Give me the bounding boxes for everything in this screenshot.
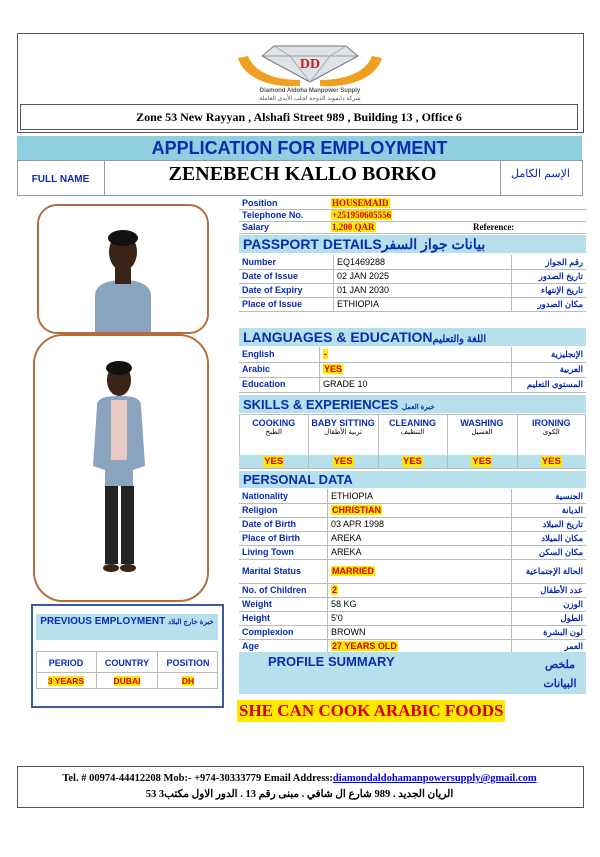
personal-label: Marital Status: [242, 566, 302, 576]
passport-label: Place of Issue: [242, 299, 303, 309]
footer-contact: [17, 773, 582, 784]
previous-employment-heading-arabic: خبرة خارج البلاد: [168, 619, 214, 626]
salary-label: Salary: [242, 222, 270, 232]
languages-value-text: -: [324, 349, 327, 359]
personal-label-arabic: الطول: [560, 613, 583, 623]
personal-heading: PERSONAL DATA: [243, 472, 353, 487]
personal-label: Complexion: [242, 627, 294, 637]
passport-row: [239, 255, 586, 270]
personal-row: [239, 503, 586, 518]
personal-row: [239, 517, 586, 532]
personal-row: [239, 545, 586, 560]
footer-tel: Tel. # 00974-44412208 Mob:- +974-30333779 Email Address:: [62, 773, 333, 784]
languages-row: [239, 377, 586, 393]
skill-cleaning: [378, 418, 447, 436]
full-body-photo: [33, 334, 209, 602]
passport-heading: PASSPORT DETAILS: [243, 236, 382, 252]
position-value: HOUSEMAID: [332, 198, 389, 208]
skill-value-text: YES: [333, 456, 353, 467]
personal-label: Weight: [242, 599, 272, 609]
personal-value-text: 03 APR 1998: [331, 519, 385, 529]
languages-divider: [319, 347, 320, 392]
personal-row: [239, 489, 586, 504]
profile-summary-heading-arabic: ملخص البيانات: [543, 659, 577, 690]
profile-summary-header: [239, 652, 586, 694]
skill-name: WASHING: [460, 418, 504, 428]
skill-value: [239, 456, 308, 467]
footer-email-link[interactable]: diamondaldohamanpowersupply@gmail.com: [332, 773, 537, 784]
personal-label: Height: [242, 613, 270, 623]
portrait-photo: [37, 204, 209, 334]
languages-label: Education: [242, 379, 286, 389]
personal-label-arabic: تاريخ الميلاد: [542, 519, 583, 529]
skills-heading: SKILLS & EXPERIENCES: [243, 397, 399, 412]
profile-summary-heading: PROFILE SUMMARY: [268, 654, 395, 669]
reference-label: Reference:: [473, 222, 515, 232]
personal-value-text: ETHIOPIA: [331, 491, 374, 501]
personal-value: [331, 639, 398, 653]
passport-value: [337, 297, 379, 311]
prev-position: DH: [181, 676, 195, 686]
skill-value-text: YES: [264, 456, 284, 467]
prev-period: 3 YEARS: [47, 676, 85, 686]
passport-label: Date of Issue: [242, 271, 299, 281]
skill-cooking: [239, 418, 308, 436]
personal-value: [331, 583, 338, 597]
personal-label-arabic: الديانة: [561, 505, 583, 515]
passport-row: [239, 269, 586, 284]
languages-row: [239, 347, 586, 363]
passport-divider: [511, 255, 512, 311]
languages-label: Arabic: [242, 364, 271, 374]
languages-value-text: YES: [324, 364, 343, 374]
languages-section-header: [239, 328, 586, 346]
languages-row: [239, 362, 586, 378]
company-name-arabic: شركة دايموند الدوحة لجلب الأيدي العاملة: [259, 96, 361, 102]
skill-value: [308, 456, 377, 467]
skill-name-arabic: تربية الأطفال: [324, 429, 362, 436]
personal-label: Age: [242, 641, 260, 651]
personal-divider: [511, 489, 512, 653]
telephone-label: Telephone No.: [242, 210, 304, 220]
passport-section-header: [239, 235, 586, 253]
languages-label-arabic: العربية: [559, 364, 583, 374]
personal-label: Religion: [242, 505, 278, 515]
skill-value-text: YES: [541, 456, 561, 467]
personal-row: [239, 625, 586, 640]
personal-label-arabic: الحالة الإجتماعية: [525, 566, 583, 576]
skill-baby-sitting: [308, 418, 377, 436]
personal-value-text: CHRISTIAN: [332, 505, 381, 515]
passport-label-arabic: رقم الجواز: [545, 257, 583, 267]
skill-name-arabic: التنظيف: [400, 429, 425, 436]
profile-summary-text: SHE CAN COOK ARABIC FOODS: [239, 701, 504, 720]
passport-row: [239, 297, 586, 312]
previous-employment-header: [36, 614, 218, 640]
skill-value: [517, 456, 586, 467]
personal-value: [331, 517, 384, 531]
skill-value-text: YES: [472, 456, 492, 467]
personal-label-arabic: العمر: [564, 641, 583, 651]
skill-value: [447, 456, 516, 467]
personal-value-text: 5'0: [331, 613, 343, 623]
prev-column-header: POSITION: [166, 658, 210, 668]
languages-divider: [511, 347, 512, 392]
personal-label: Nationality: [242, 491, 289, 501]
personal-label: Place of Birth: [242, 533, 301, 543]
full-name-value: ZENEBECH KALLO BORKO: [104, 160, 501, 196]
passport-value: [337, 269, 389, 283]
salary-row: [239, 222, 586, 234]
skill-divider: [517, 414, 518, 469]
skill-name-arabic: الغسيل: [471, 429, 493, 436]
passport-label: Date of Expiry: [242, 285, 303, 295]
personal-value: [331, 503, 382, 517]
skill-divider: [308, 414, 309, 469]
personal-value-text: AREKA: [331, 547, 362, 557]
prev-column-header: COUNTRY: [104, 658, 150, 668]
skills-heading-arabic: خبرة العمل: [401, 404, 435, 411]
previous-employment-heading: PREVIOUS EMPLOYMENT: [40, 616, 166, 627]
previous-employment-row: [36, 676, 218, 687]
personal-label-arabic: الجنسية: [555, 491, 583, 501]
personal-value-text: AREKA: [331, 533, 362, 543]
languages-value: [323, 347, 328, 362]
personal-label: Living Town: [242, 547, 294, 557]
skill-name-arabic: الكوى: [542, 429, 560, 436]
skill-washing: [447, 418, 516, 436]
skill-ironing: [517, 418, 586, 436]
personal-label: Date of Birth: [242, 519, 296, 529]
languages-label-arabic: المستوى التعليم: [526, 379, 583, 389]
personal-value: [331, 545, 362, 559]
personal-label-arabic: الوزن: [563, 599, 583, 609]
full-name-label-arabic: الإسم الكامل: [499, 160, 583, 196]
passport-label-arabic: تاريخ الصدور: [538, 271, 583, 281]
passport-value-text: ETHIOPIA: [337, 299, 380, 309]
languages-value: [323, 377, 368, 392]
personal-value: [331, 597, 357, 611]
personal-section-header: [239, 471, 586, 488]
salary-value: 1,200 QAR: [332, 222, 375, 232]
passport-label-arabic: تاريخ الإنتهاء: [541, 285, 583, 295]
personal-label-arabic: مكان الميلاد: [541, 533, 583, 543]
languages-value: [323, 362, 343, 377]
passport-heading-arabic: بيانات جواز السفر: [381, 236, 486, 252]
svg-text:DD: DD: [299, 57, 321, 72]
personal-value-text: 27 YEARS OLD: [332, 641, 397, 651]
skill-name: CLEANING: [388, 418, 436, 428]
telephone-row: [239, 210, 586, 222]
skill-divider: [378, 414, 379, 469]
skill-name: BABY SITTING: [311, 418, 375, 428]
languages-heading-arabic: اللغة والتعليم: [432, 334, 487, 345]
prev-column-header: PERIOD: [48, 658, 84, 668]
position-label: Position: [242, 198, 278, 208]
passport-value-text: 01 JAN 2030: [337, 285, 390, 295]
personal-label-arabic: لون البشرة: [543, 627, 583, 637]
languages-label-arabic: الإنجليزية: [550, 349, 583, 359]
personal-value-text: 2: [332, 585, 338, 595]
full-name-label: FULL NAME: [31, 174, 90, 185]
page-title: APPLICATION FOR EMPLOYMENT: [17, 136, 582, 160]
personal-value: [331, 625, 366, 639]
personal-row: [239, 531, 586, 546]
passport-value: [337, 283, 389, 297]
skill-name-arabic: الطبخ: [265, 429, 282, 436]
personal-row: [239, 583, 586, 598]
position-row: [239, 198, 586, 210]
passport-row: [239, 283, 586, 298]
personal-label: No. of Children: [242, 585, 307, 595]
skill-name: COOKING: [252, 418, 296, 428]
telephone-value: +251950605556: [332, 210, 392, 220]
languages-heading: LANGUAGES & EDUCATION: [243, 329, 433, 345]
passport-value-text: EQ1469288: [337, 257, 386, 267]
personal-row: [239, 597, 586, 612]
company-name: Diamond Aldoha Manpower Supply: [259, 88, 361, 94]
personal-label-arabic: عدد الأطفال: [540, 585, 583, 595]
personal-value: [331, 489, 373, 503]
passport-label-arabic: مكان الصدور: [537, 299, 583, 309]
personal-value: [331, 611, 343, 625]
personal-value: [331, 531, 362, 545]
personal-label-arabic: مكان السكن: [538, 547, 583, 557]
skill-value-text: YES: [402, 456, 422, 467]
passport-label: Number: [242, 257, 277, 267]
personal-value-text: 58 KG: [331, 599, 357, 609]
passport-divider: [333, 255, 334, 311]
languages-label: English: [242, 349, 275, 359]
personal-divider: [327, 489, 328, 653]
personal-row: [239, 611, 586, 626]
personal-row: [239, 559, 586, 584]
passport-value: [337, 255, 385, 269]
skill-name: IRONING: [532, 418, 571, 428]
personal-value-text: MARRIED: [332, 566, 374, 576]
skills-section-header: [239, 395, 586, 413]
prev-country: DUBAI: [113, 676, 141, 686]
personal-value-text: BROWN: [331, 627, 366, 637]
passport-value-text: 02 JAN 2025: [337, 271, 390, 281]
skill-value: [378, 456, 447, 467]
company-address: Zone 53 New Rayyan , Alshafi Street 989 , Building 13 , Office 6: [20, 104, 578, 130]
footer-address-arabic: 53 الريان الجديد . 989 شارع ال شافي . مبنى رقم 13 . الدور الاول مكتب3: [145, 789, 454, 800]
skill-divider: [447, 414, 448, 469]
languages-value-text: GRADE 10: [323, 379, 368, 389]
personal-value: [331, 559, 375, 583]
